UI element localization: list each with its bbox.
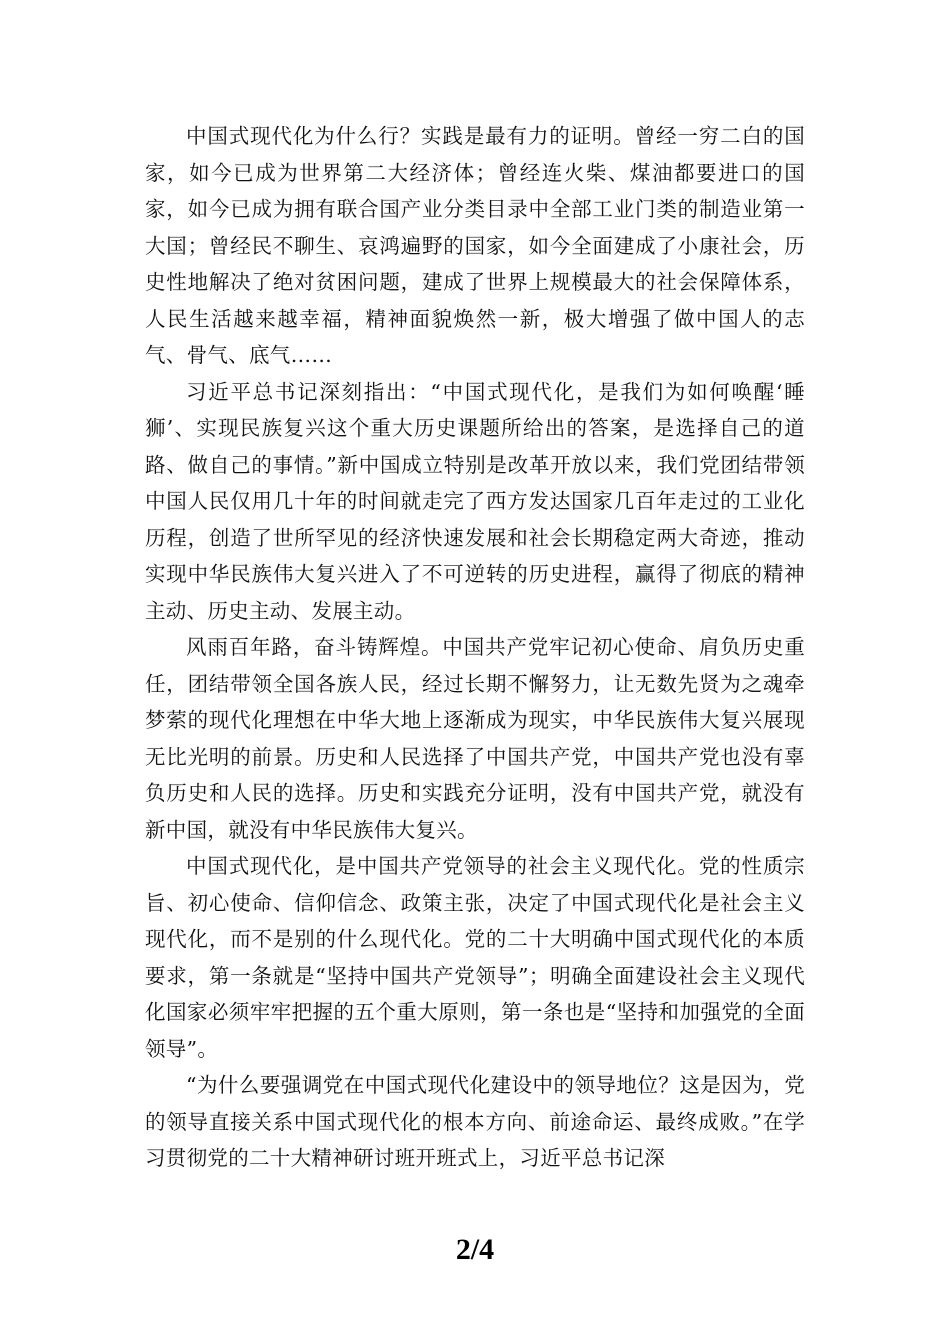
document-body (145, 118, 805, 1177)
paragraph-4: 中国式现代化，是中国共产党领导的社会主义现代化。党的性质宗旨、初心使命、信仰信念、政策主张，决定了中国式现代化是社会主义现代化，而不是别的什么现代化。党的二十大明确中国式现代化的本质要求，第一条就是“坚持中国共产党领导”；明确全面建设社会主义现代化国家必须牢牢把握的五个重大原则，第一条也是“坚持和加强党的全面领导”。 (145, 854, 805, 1061)
paragraph-3: 风雨百年路，奋斗铸辉煌。中国共产党牢记初心使命、肩负历史重任，团结带领全国各族人民，经过长期不懈努力，让无数先贤为之魂牵梦萦的现代化理想在中华大地上逐渐成为现实，中华民族伟大复兴展现无比光明的前景。历史和人民选择了中国共产党，中国共产党也没有辜负历史和人民的选择。历史和实践充分证明，没有中国共产党，就没有新中国，就没有中华民族伟大复兴。 (145, 635, 805, 842)
paragraph-5: “为什么要强调党在中国式现代化建设中的领导地位？这是因为，党的领导直接关系中国式现代化的根本方向、前途命运、最终成败。”在学习贯彻党的二十大精神研讨班开班式上，习近平总书记深 (145, 1073, 805, 1170)
paragraph-2: 习近平总书记深刻指出：“中国式现代化，是我们为如何唤醒‘睡狮’、实现民族复兴这个重大历史课题所给出的答案，是选择自己的道路、做自己的事情。”新中国成立特别是改革开放以来，我们党团结带领中国人民仅用几十年的时间就走完了西方发达国家几百年走过的工业化历程，创造了世所罕见的经济快速发展和社会长期稳定两大奇迹，推动实现中华民族伟大复兴进入了不可逆转的历史进程，赢得了彻底的精神主动、历史主动、发展主动。 (145, 379, 805, 623)
page-number: 2/4 (455, 1233, 495, 1266)
paragraph-1: 中国式现代化为什么行？实践是最有力的证明。曾经一穷二白的国家，如今已成为世界第二大经济体；曾经连火柴、煤油都要进口的国家，如今已成为拥有联合国产业分类目录中全部工业门类的制造业第一大国；曾经民不聊生、哀鸿遍野的国家，如今全面建成了小康社会，历史性地解决了绝对贫困问题，建成了世界上规模最大的社会保障体系，人民生活越来越幸福，精神面貌焕然一新，极大增强了做中国人的志气、骨气、底气…… (145, 124, 805, 367)
